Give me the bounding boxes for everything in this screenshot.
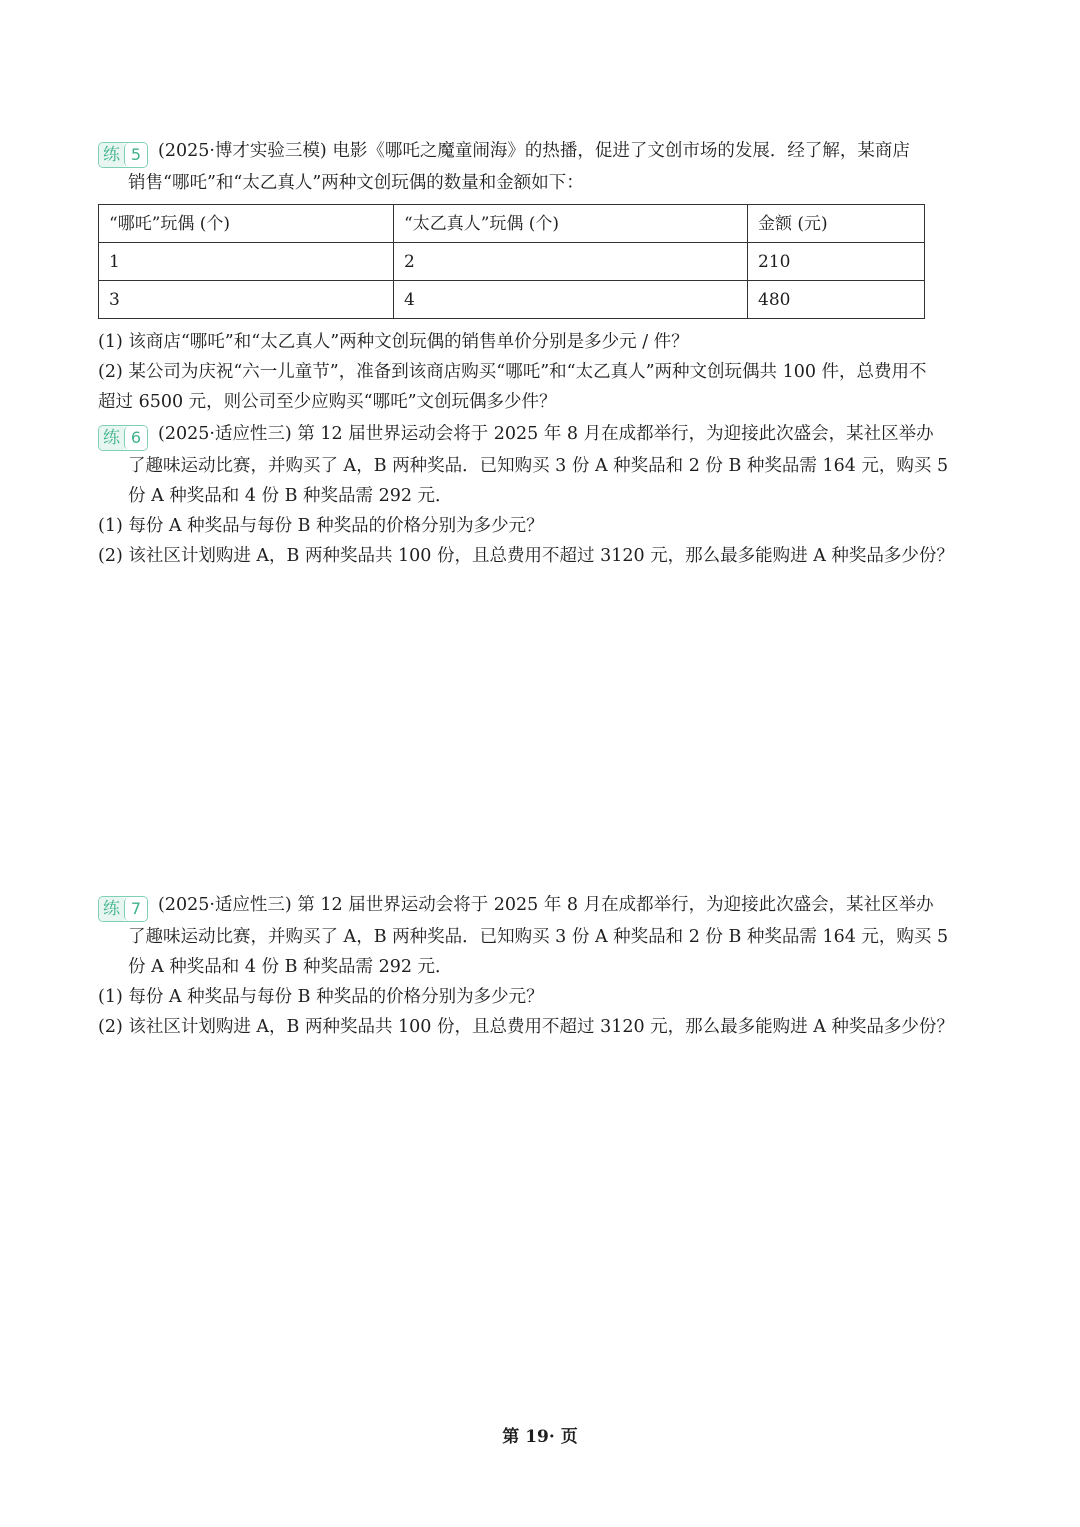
table-cell: 480	[748, 281, 925, 319]
table-header-row	[99, 205, 925, 243]
table-cell: 2	[394, 243, 748, 281]
table-header-cell: 金额 (元)	[748, 205, 925, 243]
exercise-badge	[98, 425, 148, 451]
problem-stem	[98, 136, 988, 168]
exercise-badge	[98, 896, 148, 922]
question-1: (1) 该商店“哪吒”和“太乙真人”两种文创玩偶的销售单价分别是多少元 / 件？	[98, 332, 689, 352]
exercise-badge-label: 练	[99, 897, 124, 921]
question-1: (1) 每份 A 种奖品与每份 B 种奖品的价格分别为多少元？	[98, 516, 544, 536]
problem-stem	[98, 419, 988, 451]
exercise-badge-number: 7	[124, 897, 147, 921]
stem-line-1: (2025·适应性三) 第 12 届世界运动会将于 2025 年 8 月在成都举行，为迎接此次盛会，某社区举办	[158, 895, 934, 915]
table-cell: 1	[99, 243, 394, 281]
table-row	[99, 281, 925, 319]
problem-5	[98, 136, 988, 417]
question-2-continued: 超过 6500 元，则公司至少应购买“哪吒”文创玩偶多少件？	[98, 392, 557, 412]
page-number: 第 19· 页	[502, 1427, 578, 1447]
exercise-badge-number: 6	[124, 426, 147, 450]
stem-line-2: 了趣味运动比赛，并购买了 A，B 两种奖品．已知购买 3 份 A 种奖品和 2 份 B 种奖品需 164 元，购买 5	[128, 927, 949, 947]
exercise-badge-number: 5	[124, 143, 147, 167]
problem-stem	[98, 890, 988, 922]
table-cell: 3	[99, 281, 394, 319]
question-1: (1) 每份 A 种奖品与每份 B 种奖品的价格分别为多少元？	[98, 987, 544, 1007]
stem-line-2: 销售“哪吒”和“太乙真人”两种文创玩偶的数量和金额如下：	[128, 173, 584, 193]
table-cell: 4	[394, 281, 748, 319]
stem-line-1: (2025·博才实验三模) 电影《哪吒之魔童闹海》的热播，促进了文创市场的发展．经了解，某商店	[158, 141, 910, 161]
quantity-amount-table	[98, 204, 925, 319]
question-2: (2) 该社区计划购进 A，B 两种奖品共 100 份，且总费用不超过 3120 元，那么最多能购进 A 种奖品多少份？	[98, 546, 954, 566]
exercise-badge	[98, 142, 148, 168]
stem-line-2: 了趣味运动比赛，并购买了 A，B 两种奖品．已知购买 3 份 A 种奖品和 2 份 B 种奖品需 164 元，购买 5	[128, 456, 949, 476]
question-2: (2) 某公司为庆祝“六一儿童节”，准备到该商店购买“哪吒”和“太乙真人”两种文创玩偶共 100 件，总费用不	[98, 362, 927, 382]
table-row	[99, 243, 925, 281]
stem-line-1: (2025·适应性三) 第 12 届世界运动会将于 2025 年 8 月在成都举行，为迎接此次盛会，某社区举办	[158, 424, 934, 444]
exercise-badge-label: 练	[99, 426, 124, 450]
question-2: (2) 该社区计划购进 A，B 两种奖品共 100 份，且总费用不超过 3120 元，那么最多能购进 A 种奖品多少份？	[98, 1017, 954, 1037]
table-header-cell: “哪吒”玩偶 (个)	[99, 205, 394, 243]
problem-6	[98, 419, 988, 571]
exercise-badge-label: 练	[99, 143, 124, 167]
table-cell: 210	[748, 243, 925, 281]
stem-line-3: 份 A 种奖品和 4 份 B 种奖品需 292 元．	[128, 957, 453, 977]
problem-7	[98, 890, 988, 1042]
table-header-cell: “太乙真人”玩偶 (个)	[394, 205, 748, 243]
stem-line-3: 份 A 种奖品和 4 份 B 种奖品需 292 元．	[128, 486, 453, 506]
